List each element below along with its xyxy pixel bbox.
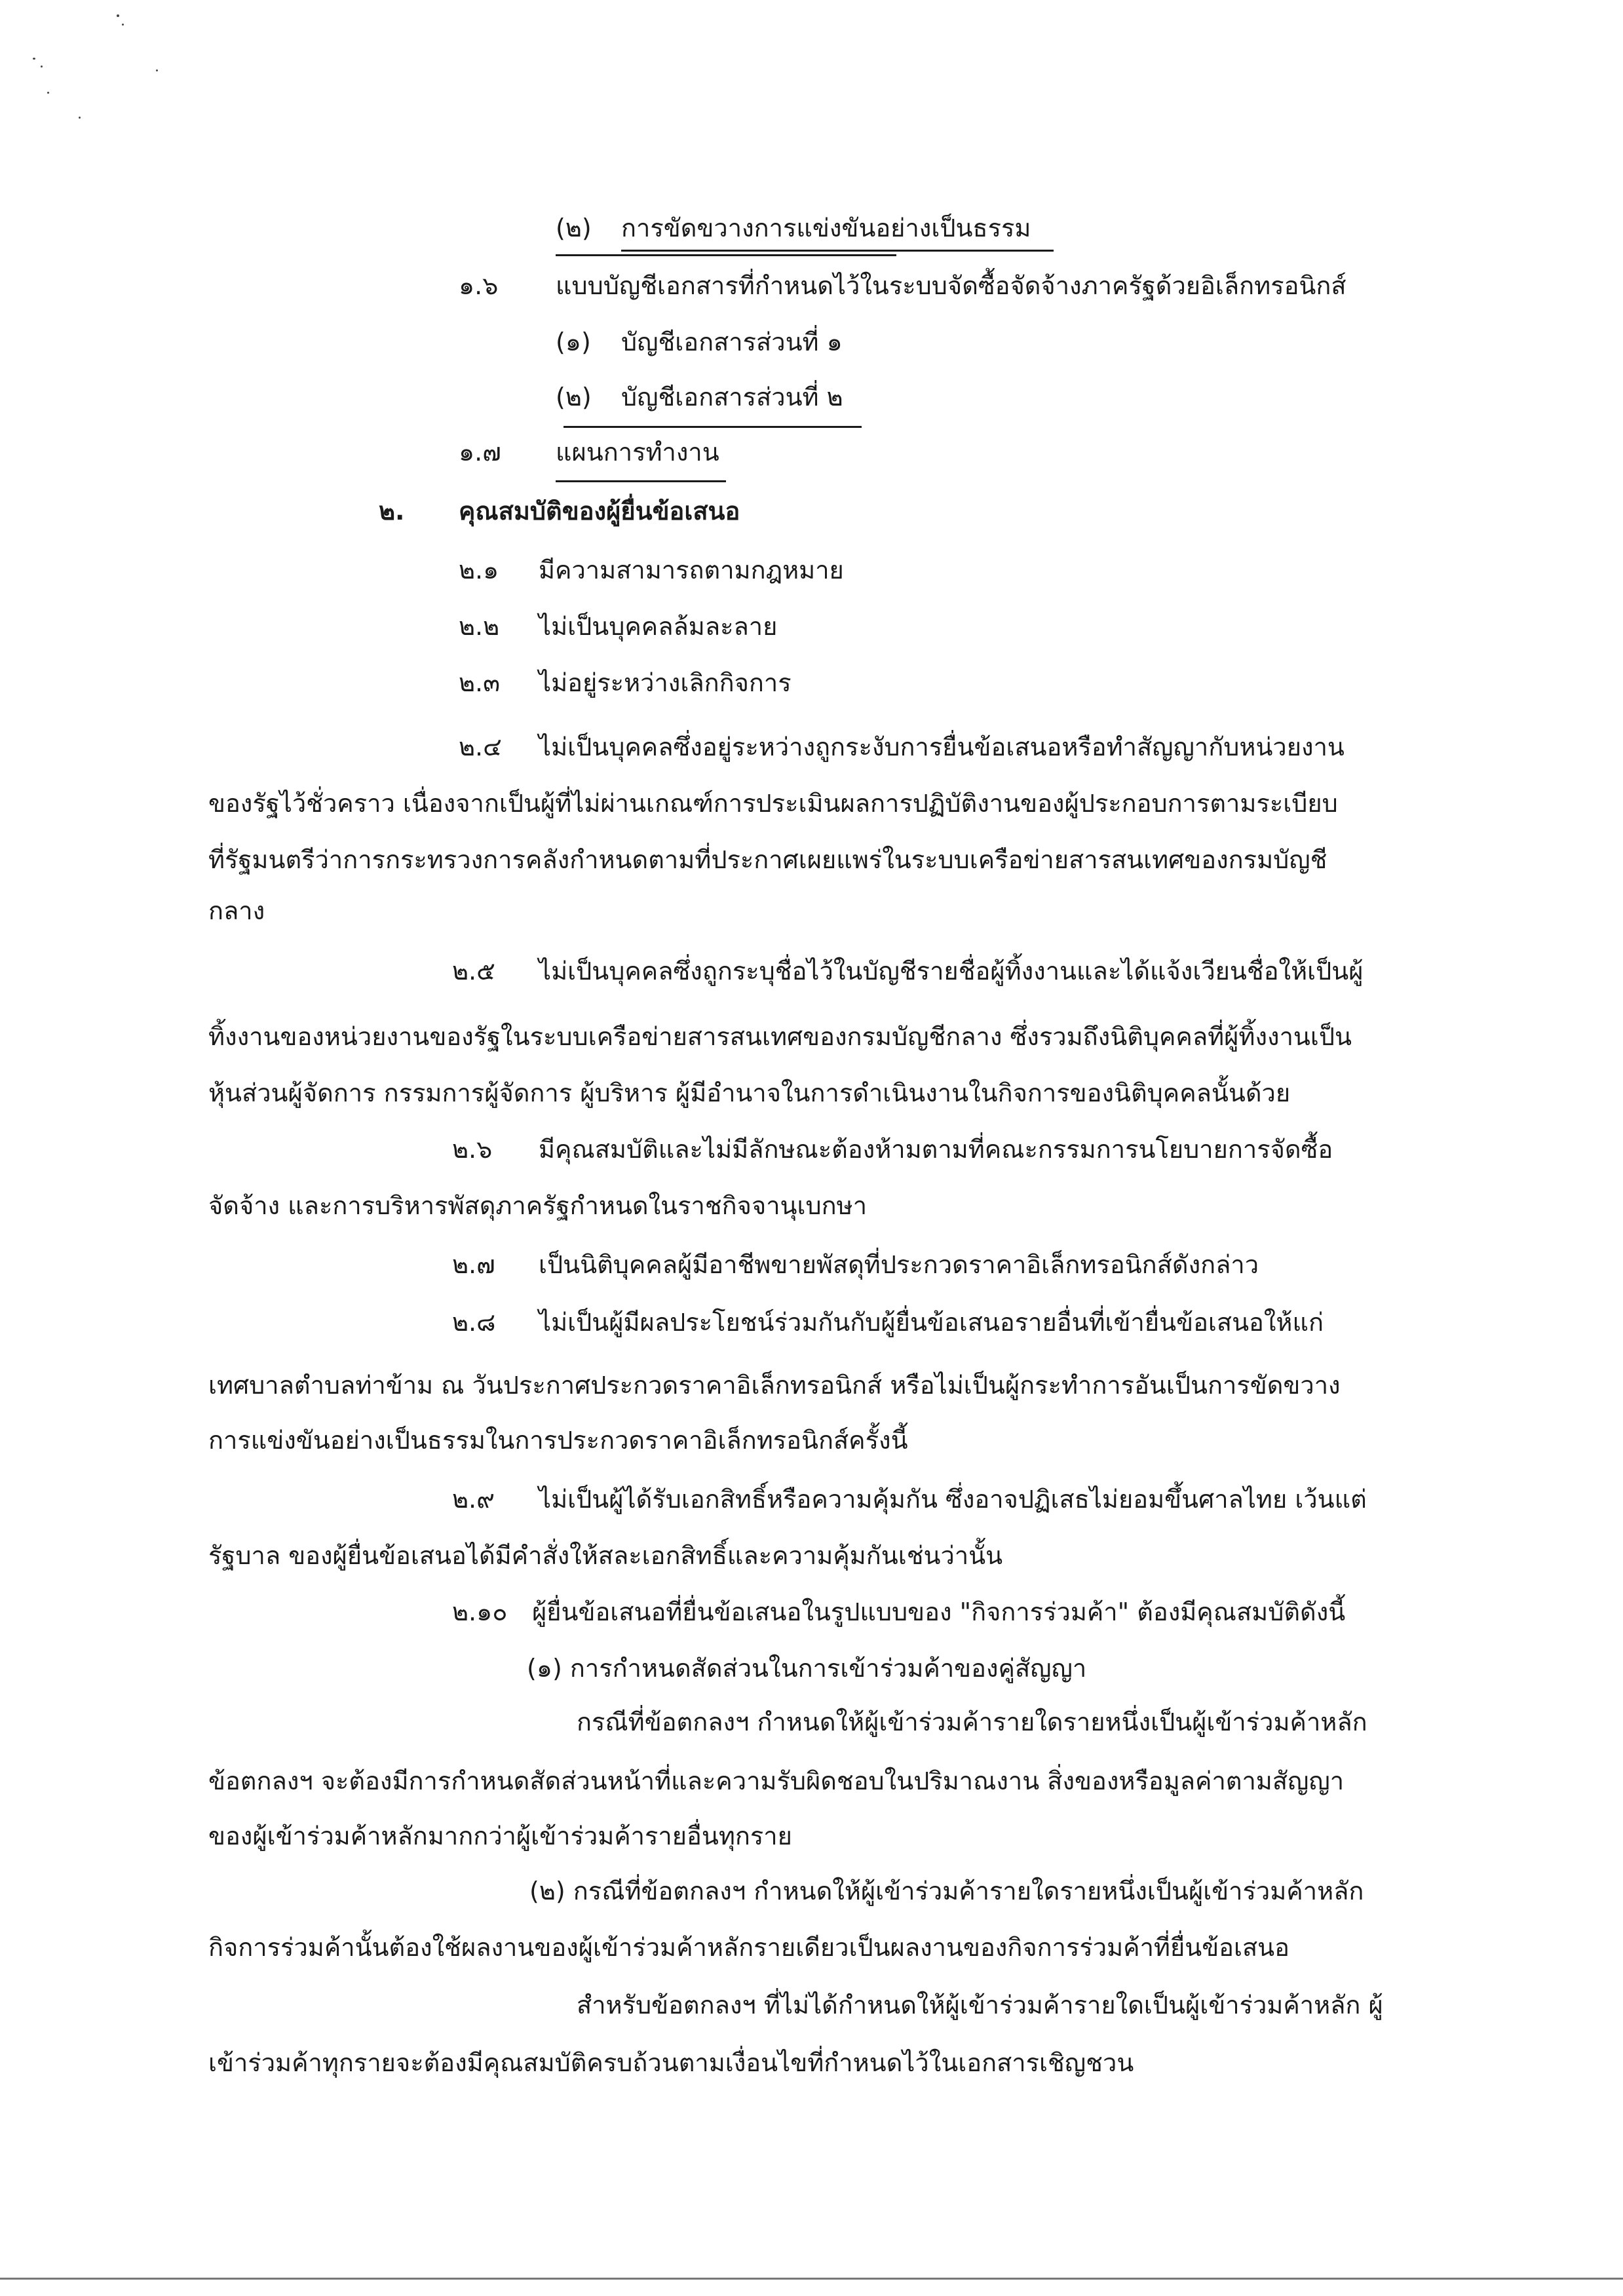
item-number: ๒.๒ — [459, 612, 500, 641]
item-number: ๒.๖ — [452, 1135, 493, 1164]
paragraph-line: การแข่งขันอย่างเป็นธรรมในการประกวดราคาอิเล็กทรอนิกส์ครั้งนี้ — [208, 1426, 908, 1455]
item-text: แบบบัญชีเอกสารที่กำหนดไว้ในระบบจัดซื้อจัดจ้างภาครัฐด้วยอิเล็กทรอนิกส์ — [556, 271, 1346, 300]
item-text: มีคุณสมบัติและไม่มีลักษณะต้องห้ามตามที่คณะกรรมการนโยบายการจัดซื้อ — [539, 1135, 1333, 1164]
paragraph-line: ของผู้เข้าร่วมค้าหลักมากกว่าผู้เข้าร่วมค้ารายอื่นทุกราย — [208, 1822, 792, 1850]
item-text: ไม่เป็นผู้ได้รับเอกสิทธิ์หรือความคุ้มกัน ซึ่งอาจปฏิเสธไม่ยอมขึ้นศาลไทย เว้นแต่ — [539, 1485, 1367, 1514]
list-item — [459, 664, 792, 701]
item-text: มีความสามารถตามกฎหมาย — [539, 556, 844, 584]
paragraph-line: จัดจ้าง และการบริหารพัสดุภาครัฐกำหนดในราชกิจจานุเบกษา — [208, 1191, 868, 1220]
item-text: ไม่เป็นบุคคลล้มละลาย — [539, 612, 778, 641]
item-text: การขัดขวางการแข่งขันอย่างเป็นธรรม — [621, 214, 1031, 242]
item-number: ๒.๑ — [459, 556, 499, 584]
sub-item: (๒) กรณีที่ข้อตกลงฯ กำหนดให้ผู้เข้าร่วมค้ารายใดรายหนึ่งเป็นผู้เข้าร่วมค้าหลัก — [529, 1877, 1364, 1905]
item-text: ไม่เป็นบุคคลซึ่งถูกระบุชื่อไว้ในบัญชีรายชื่อผู้ทิ้งงานและได้แจ้งเวียนชื่อให้เป็นผู้ — [539, 957, 1364, 985]
paragraph-line: ที่รัฐมนตรีว่าการกระทรวงการคลังกำหนดตามที่ประกาศเผยแพร่ในระบบเครือข่ายสารสนเทศของกรมบัญชี — [208, 845, 1327, 874]
list-item — [556, 324, 843, 360]
underline — [556, 480, 726, 482]
list-item — [452, 1246, 1259, 1283]
paragraph-line: กลาง — [208, 896, 265, 925]
underline — [556, 254, 896, 256]
item-number: ๒.๑๐ — [452, 1598, 508, 1626]
scan-speck — [33, 58, 35, 60]
list-item — [452, 1481, 1367, 1518]
scan-speck — [79, 117, 81, 119]
paragraph-line: รัฐบาล ของผู้ยื่นข้อเสนอได้มีคำสั่งให้สละเอกสิทธิ์และความคุ้มกันเช่นว่านั้น — [208, 1541, 1003, 1570]
list-item — [452, 953, 1363, 989]
item-number: (๒) — [556, 214, 592, 242]
sub-item: (๑) การกำหนดสัดส่วนในการเข้าร่วมค้าของคู่สัญญา — [527, 1654, 1087, 1683]
item-number: ๒.๘ — [452, 1308, 496, 1337]
paragraph-line: ข้อตกลงฯ จะต้องมีการกำหนดสัดส่วนหน้าที่และความรับผิดชอบในปริมาณงาน สิ่งของหรือมูลค่าตามสัญญา — [208, 1767, 1345, 1795]
item-text: แผนการทำงาน — [556, 438, 719, 467]
scan-speck — [41, 66, 43, 67]
paragraph-line: ทิ้งงานของหน่วยงานของรัฐในระบบเครือข่ายสารสนเทศของกรมบัญชีกลาง ซึ่งรวมถึงนิติบุคคลที่ผู้ทิ้งงานเป็น — [208, 1022, 1352, 1051]
item-text: คุณสมบัติของผู้ยื่นข้อเสนอ — [459, 497, 740, 526]
list-item — [459, 729, 1345, 765]
item-text: ไม่เป็นบุคคลซึ่งอยู่ระหว่างถูกระงับการยื่นข้อเสนอหรือทำสัญญากับหน่วยงาน — [539, 733, 1345, 761]
item-number: ๒. — [379, 497, 405, 526]
scan-speck — [47, 92, 49, 94]
list-item — [452, 1131, 1333, 1168]
item-number: ๒.๓ — [459, 668, 501, 697]
paragraph-line: เทศบาลตำบลท่าข้าม ณ วันประกาศประกวดราคาอิเล็กทรอนิกส์ หรือไม่เป็นผู้กระทำการอันเป็นการขัดขวาง — [208, 1371, 1341, 1400]
list-item — [459, 434, 719, 470]
item-number: ๒.๗ — [452, 1250, 495, 1279]
item-number: ๑.๖ — [459, 271, 499, 300]
paragraph-line: เข้าร่วมค้าทุกรายจะต้องมีคุณสมบัติครบถ้วนตามเงื่อนไขที่กำหนดไว้ในเอกสารเชิญชวน — [208, 2048, 1134, 2077]
item-text: บัญชีเอกสารส่วนที่ ๑ — [621, 328, 843, 356]
scan-speck — [122, 24, 124, 26]
item-text: ผู้ยื่นข้อเสนอที่ยื่นข้อเสนอในรูปแบบของ "กิจการร่วมค้า" ต้องมีคุณสมบัติดังนี้ — [532, 1598, 1346, 1626]
item-number: ๒.๕ — [452, 957, 495, 985]
list-item — [459, 552, 844, 588]
page-bottom-rule — [0, 2278, 1623, 2280]
item-number: ๑.๗ — [459, 438, 501, 467]
list-item — [556, 379, 843, 415]
item-number: ๒.๙ — [452, 1485, 495, 1514]
underline — [563, 426, 862, 428]
paragraph-line: สำหรับข้อตกลงฯ ที่ไม่ได้กำหนดให้ผู้เข้าร่วมค้ารายใดเป็นผู้เข้าร่วมค้าหลัก ผู้ — [577, 1991, 1383, 2019]
item-text: เป็นนิติบุคคลผู้มีอาชีพขายพัสดุที่ประกวดราคาอิเล็กทรอนิกส์ดังกล่าว — [539, 1250, 1259, 1279]
item-number: (๒) — [556, 383, 592, 411]
list-item — [452, 1594, 1345, 1630]
paragraph-line: ของรัฐไว้ชั่วคราว เนื่องจากเป็นผู้ที่ไม่ผ่านเกณฑ์การประเมินผลการปฏิบัติงานของผู้ประกอบการตามระเบียบ — [208, 789, 1338, 818]
list-item — [452, 1304, 1324, 1341]
item-text: บัญชีเอกสารส่วนที่ ๒ — [621, 383, 843, 411]
paragraph-line: กิจการร่วมค้านั้นต้องใช้ผลงานของผู้เข้าร่วมค้าหลักรายเดียวเป็นผลงานของกิจการร่วมค้าที่ยื่นข้อเสนอ — [208, 1933, 1289, 1962]
list-item — [556, 210, 1031, 246]
scan-speck — [117, 14, 119, 17]
paragraph-line: กรณีที่ข้อตกลงฯ กำหนดให้ผู้เข้าร่วมค้ารายใดรายหนึ่งเป็นผู้เข้าร่วมค้าหลัก — [577, 1708, 1367, 1736]
item-number: ๒.๔ — [459, 733, 502, 761]
section-heading — [379, 493, 740, 529]
underline — [621, 250, 1054, 252]
list-item — [459, 267, 1346, 304]
paragraph-line: หุ้นส่วนผู้จัดการ กรรมการผู้จัดการ ผู้บริหาร ผู้มีอำนาจในการดำเนินงานในกิจการของนิติบุคคลนั้นด้วย — [208, 1079, 1291, 1107]
scan-speck — [156, 69, 158, 71]
item-number: (๑) — [556, 328, 591, 356]
item-text: ไม่เป็นผู้มีผลประโยชน์ร่วมกันกับผู้ยื่นข้อเสนอรายอื่นที่เข้ายื่นข้อเสนอให้แก่ — [539, 1308, 1324, 1337]
item-text: ไม่อยู่ระหว่างเลิกกิจการ — [539, 668, 792, 697]
list-item — [459, 608, 777, 645]
